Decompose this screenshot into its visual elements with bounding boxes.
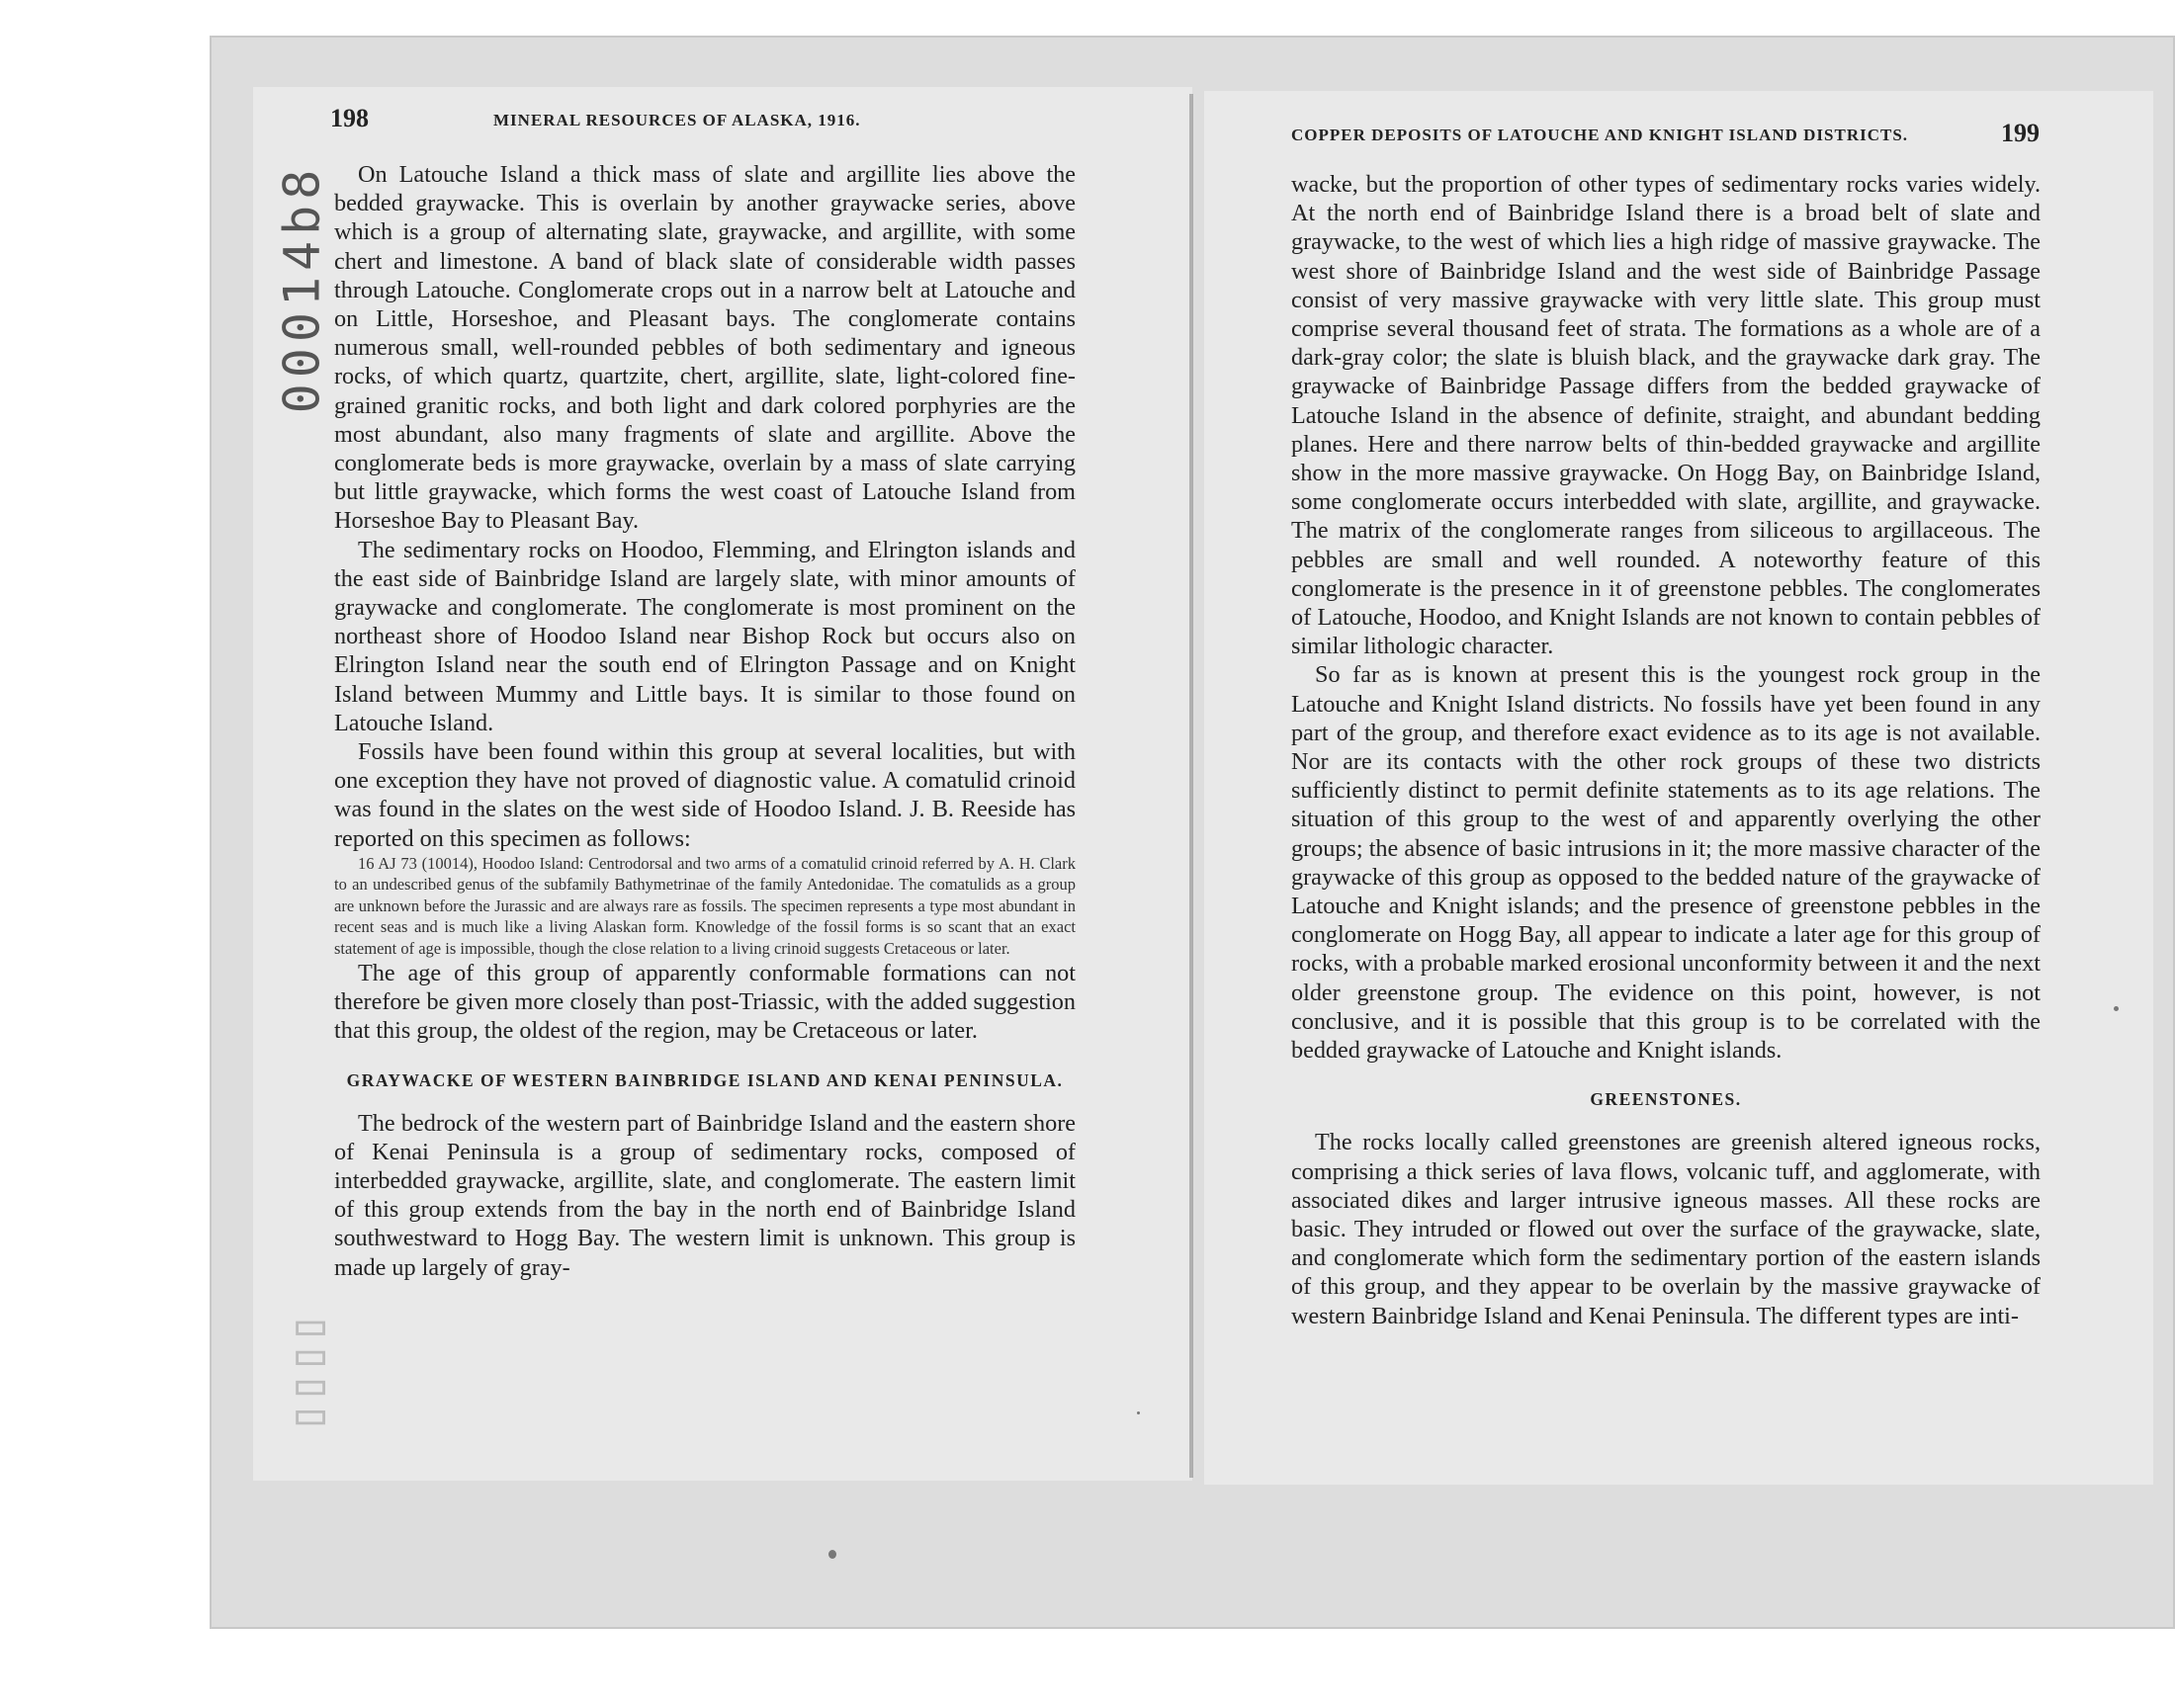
right-running-head: COPPER DEPOSITS OF LATOUCHE AND KNIGHT ISLAND DISTRICTS. xyxy=(1291,126,1909,144)
paragraph: On Latouche Island a thick mass of slate and argillite lies above the bedded graywacke. This is overlain by another graywacke series, above which is a group of alternating slate, graywacke, and argillite, with some chert and limestone. A band of black slate of considerable width passes through Latouche. Conglomerate crops out in a narrow belt at Latouche and on Little, Horseshoe, and Pleasant bays. The conglomerate contains numerous small, well-rounded pebbles of both sedimentary and igneous rocks, of which quartz, quartzite, chert, argillite, slate, light-colored fine-grained granitic rocks, and both light and dark colored porphyries are the most abundant, also many fragments of slate and argillite. Above the conglomerate beds is more graywacke, overlain by a mass of slate carrying but little graywacke, which forms the west coast of Latouche Island from Horseshoe Bay to Pleasant Bay. xyxy=(334,161,1076,535)
right-page-text xyxy=(1291,170,2041,1330)
paragraph: wacke, but the proportion of other types of sedimentary rocks varies widely. At the north end of Bainbridge Island there is a broad belt of slate and graywacke, to the west of which lies a high ridge of massive graywacke. The west shore of Bainbridge Island and the west side of Bainbridge Passage consist of very massive graywacke with very little slate. This group must comprise several thousand feet of strata. The formations as a whole are of a dark-gray color; the slate is bluish black, and the graywacke dark gray. The graywacke of Bainbridge Passage differs from the bedded graywacke of Latouche Island in the absence of definite, straight, and abundant bedding planes. Here and there narrow belts of thin-bedded graywacke and argillite show in the more massive graywacke. On Hogg Bay, on Bainbridge Island, some conglomerate occurs interbedded with slate, argillite, and graywacke. The matrix of the conglomerate ranges from siliceous to argillaceous. The pebbles are small and well rounded. A noteworthy feature of this conglomerate is the presence in it of greenstone pebbles. The conglomerates of Latouche, Hoodoo, and Knight Islands are not known to contain pebbles of similar lithologic character. xyxy=(1291,171,2041,660)
right-page-number: 199 xyxy=(2001,119,2040,147)
paragraph: Fossils have been found within this group at several localities, but with one exception they have not proved of diagnostic value. A comatulid crinoid was found in the slates on the west side of Hoodoo Island. J. B. Reeside has reported on this specimen as follows: xyxy=(334,738,1076,852)
archive-stamp xyxy=(267,163,336,414)
quoted-report: 16 AJ 73 (10014), Hoodoo Island: Centrodorsal and two arms of a comatulid crinoid referred by A. H. Clark to an undescribed genus of the subfamily Bathymetrinae of the family Antedonidae. The comatulids as a group are unknown before the Jurassic and are always rare as fossils. The specimen represents a type most abundant in recent seas and is much like a living Alaskan form. Knowledge of the fossil forms is so scant that an exact statement of age is impossible, though the close relation to a living crinoid suggests Cretaceous or later. xyxy=(334,853,1076,958)
scan-speck xyxy=(2114,1006,2119,1011)
section-title: GRAYWACKE OF WESTERN BAINBRIDGE ISLAND AND KENAI PENINSULA. xyxy=(346,1069,1064,1090)
left-margin-strip xyxy=(0,0,153,1708)
left-page-number: 198 xyxy=(330,104,369,132)
paragraph: The sedimentary rocks on Hoodoo, Flemming, and Elrington islands and the east side of Bainbridge Island are largely slate, with minor amounts of graywacke and conglomerate. The conglomerate is most prominent on the northeast shore of Hoodoo Island near Bishop Rock but occurs also on Elrington Island near the south end of Elrington Passage and on Knight Island between Mummy and Little bays. It is similar to those found on Latouche Island. xyxy=(334,536,1076,736)
left-page-text xyxy=(334,160,1076,1282)
paragraph: The bedrock of the western part of Bainbridge Island and the eastern shore of Kenai Peninsula is a group of sedimentary rocks, composed of interbedded graywacke, argillite, slate, and conglomerate. The eastern limit of this group extends from the bay in the north end of Bainbridge Island southwestward to Hogg Bay. The western limit is unknown. This group is made up largely of gray- xyxy=(334,1109,1076,1281)
scan-speck xyxy=(828,1550,836,1559)
faint-stamp-mark: ▯▯▯▯ xyxy=(278,1313,336,1433)
page-gutter xyxy=(1189,94,1193,1478)
paragraph: The rocks locally called greenstones are greenish altered igneous rocks, comprising a thick series of lava flows, volcanic tuff, and agglomerate, with associated dikes and larger intrusive igneous masses. All these rocks are basic. They intruded or flowed out over the surface of the graywacke, slate, and conglomerate which form the sedimentary portion of the eastern islands of this group, and they appear to be overlain by the massive graywacke of western Bainbridge Island and Kenai Peninsula. The different types are inti- xyxy=(1291,1129,2041,1329)
left-running-head: MINERAL RESOURCES OF ALASKA, 1916. xyxy=(493,111,861,129)
section-title: GREENSTONES. xyxy=(1590,1089,1742,1110)
paragraph: So far as is known at present this is the youngest rock group in the Latouche and Knight Island districts. No fossils have yet been found in any part of the group, and therefore exact evidence as to its age is not available. Nor are its contacts with the other rock groups of these two districts sufficiently distinct to permit definite statements as to its age relations. The situation of this group to the west of and apparently overlying the other groups; the absence of basic intrusions in it; the more massive character of the graywacke of this group as opposed to the bedded nature of the graywacke of Latouche and Knight islands; and the presence of greenstone pebbles in the conglomerate on Hogg Bay, all appear to indicate a later age for this group of rocks, with a probable marked erosional unconformity between it and the next older greenstone group. The evidence on this point, however, is not conclusive, and it is possible that this group is to be correlated with the bedded graywacke of Latouche and Knight islands. xyxy=(1291,661,2041,1065)
archive-stamp-number: 00014b8 xyxy=(273,163,330,414)
paragraph: The age of this group of apparently conformable formations can not therefore be given more closely than post-Triassic, with the added suggestion that this group, the oldest of the region, may be Cretaceous or later. xyxy=(334,959,1076,1045)
scan-speck xyxy=(1137,1411,1140,1414)
